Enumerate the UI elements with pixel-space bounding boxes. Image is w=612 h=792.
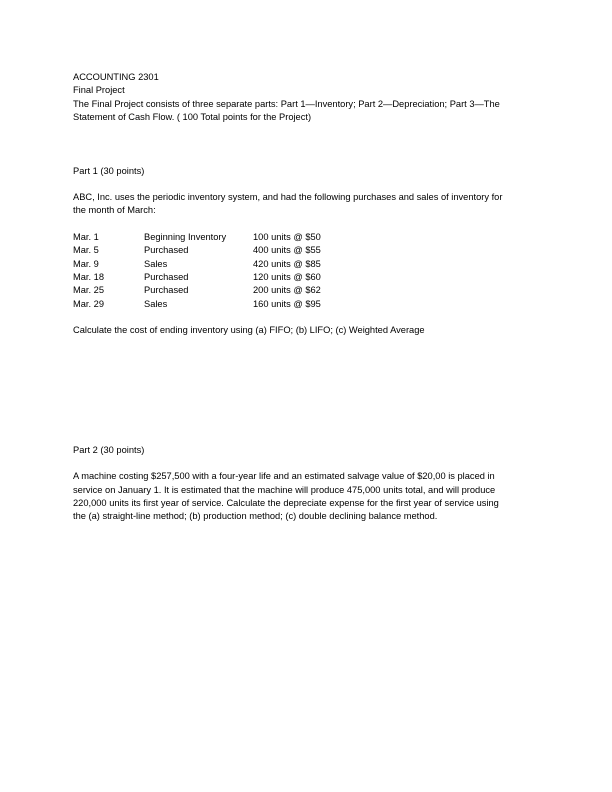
row-date: Mar. 18	[73, 272, 105, 283]
table-row	[73, 298, 373, 311]
row-date: Mar. 1	[73, 231, 99, 242]
document-subtitle: Final Project	[73, 85, 125, 96]
row-type: Purchased	[144, 285, 189, 296]
part-1-description-line-2: the month of March:	[73, 205, 156, 216]
part-1-section	[73, 165, 548, 338]
row-type: Purchased	[144, 245, 189, 256]
row-date: Mar. 25	[73, 285, 105, 296]
part-2-section	[73, 444, 548, 524]
row-type: Beginning Inventory	[144, 231, 227, 242]
part-2-line-4: the (a) straight-line method; (b) production method; (c) double declining balance method.	[73, 511, 438, 522]
part-2-line-2: service on January 1. It is estimated that the machine will produce 475,000 units total, and will produce	[73, 484, 496, 495]
part-2-line-3: 220,000 units its first year of service. Calculate the depreciate expense for the first year of service using	[73, 497, 499, 508]
row-date: Mar. 29	[73, 298, 105, 309]
part-2-line-1: A machine costing $257,500 with a four-year life and an estimated salvage value of $20,00 is placed in	[73, 471, 495, 482]
part-1-heading: Part 1 (30 points)	[73, 165, 145, 176]
document-page	[73, 71, 548, 524]
row-date: Mar. 5	[73, 245, 99, 256]
part-1-description-line-1: ABC, Inc. uses the periodic inventory system, and had the following purchases and sales of inventory for	[73, 192, 503, 203]
row-date: Mar. 9	[73, 258, 99, 269]
table-row	[73, 258, 373, 271]
inventory-table	[73, 231, 373, 311]
part-2-heading: Part 2 (30 points)	[73, 444, 145, 455]
table-row	[73, 271, 373, 284]
row-quantity: 120 units @ $60	[253, 272, 321, 283]
part-1-instruction: Calculate the cost of ending inventory using (a) FIFO; (b) LIFO; (c) Weighted Average	[73, 325, 425, 336]
intro-line-1: The Final Project consists of three separate parts: Part 1—Inventory; Part 2—Depreciation; Part 3—The	[73, 98, 500, 109]
row-quantity: 160 units @ $95	[253, 298, 321, 309]
intro-line-2: Statement of Cash Flow. ( 100 Total points for the Project)	[73, 112, 312, 123]
row-quantity: 420 units @ $85	[253, 258, 321, 269]
table-row	[73, 231, 373, 244]
table-row	[73, 284, 373, 297]
table-row	[73, 244, 373, 257]
row-quantity: 200 units @ $62	[253, 285, 321, 296]
row-type: Sales	[144, 258, 168, 269]
course-title: ACCOUNTING 2301	[73, 72, 159, 82]
row-type: Purchased	[144, 272, 189, 283]
row-quantity: 400 units @ $55	[253, 245, 321, 256]
row-quantity: 100 units @ $50	[253, 231, 321, 242]
row-type: Sales	[144, 298, 168, 309]
